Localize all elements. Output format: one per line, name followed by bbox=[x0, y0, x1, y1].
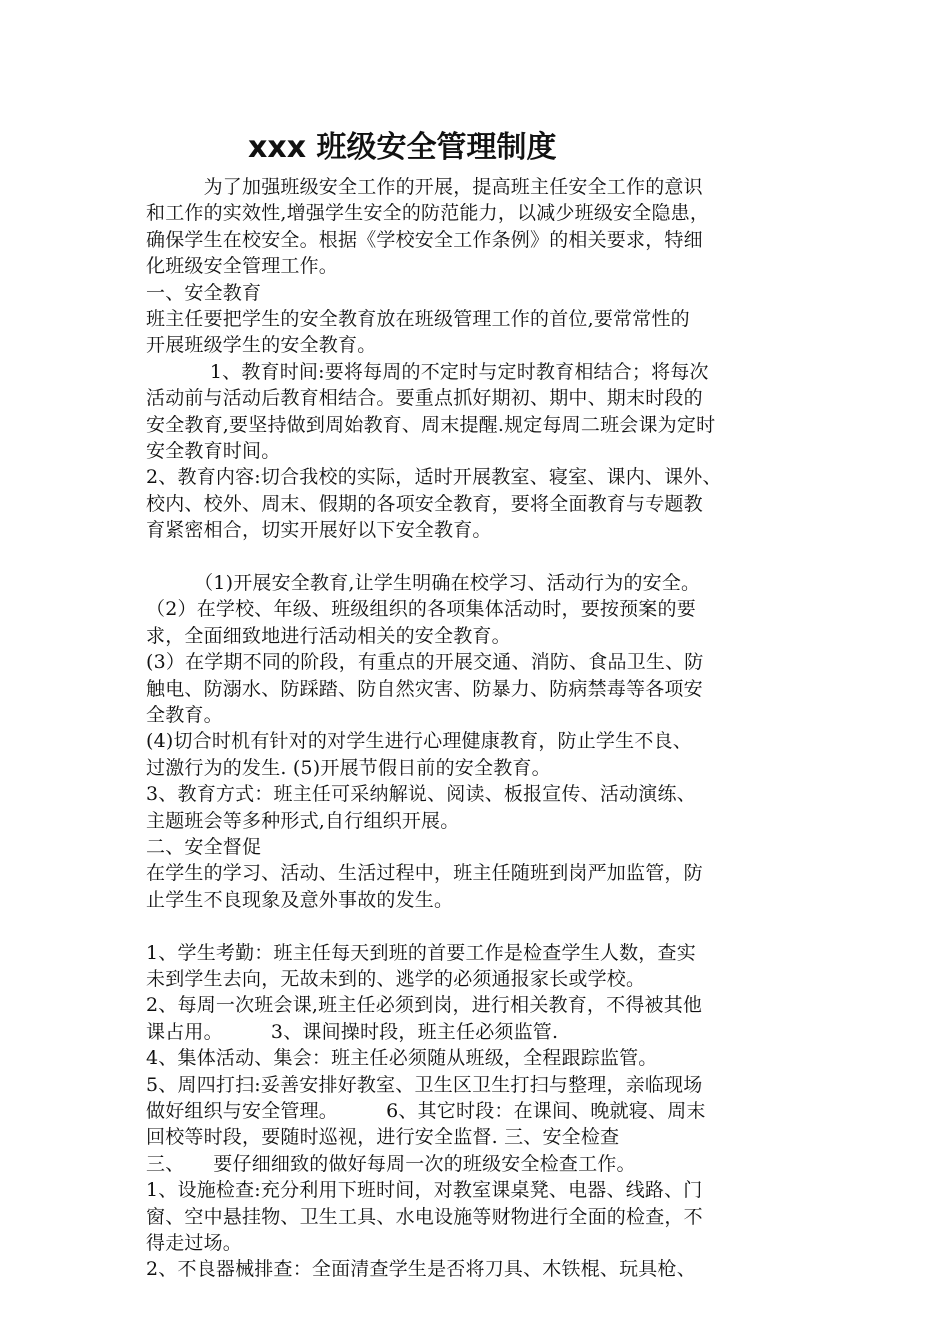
body-line: 为了加强班级安全工作的开展，提高班主任安全工作的意识 bbox=[146, 176, 703, 198]
body-line: 2、不良器械排查：全面清查学生是否将刀具、木铁棍、玩具枪、 bbox=[146, 1258, 696, 1281]
body-line: 确保学生在校安全。根据《学校安全工作条例》的相关要求，特细 bbox=[146, 228, 703, 251]
body-line: 主题班会等多种形式,自行组织开展。 bbox=[146, 809, 460, 832]
body-line: 窗、空中悬挂物、卫生工具、水电设施等财物进行全面的检查，不 bbox=[146, 1205, 703, 1228]
body-line: (3）在学期不同的阶段，有重点的开展交通、消防、食品卫生、防 bbox=[146, 651, 704, 674]
body-line: 活动前与活动后教育相结合。要重点抓好期初、期中、期末时段的 bbox=[146, 387, 703, 410]
body-line: 二、安全督促 bbox=[146, 836, 262, 858]
body-line: 1、学生考勤：班主任每天到班的首要工作是检查学生人数，查实 bbox=[146, 941, 696, 964]
body-line: （1)开展安全教育,让学生明确在校学习、活动行为的安全。 bbox=[146, 572, 701, 594]
body-line: 回校等时段，要随时巡视，进行安全监督. 三、安全检查 bbox=[146, 1126, 620, 1149]
body-line: 化班级安全管理工作。 bbox=[146, 255, 339, 278]
body-line: 三、 要仔细细致的做好每周一次的班级安全检查工作。 bbox=[146, 1152, 636, 1175]
body-line: 过激行为的发生. (5)开展节假日前的安全教育。 bbox=[146, 756, 551, 779]
body-line: （2）在学校、年级、班级组织的各项集体活动时，要按预案的要 bbox=[146, 598, 696, 621]
body-line: 班主任要把学生的安全教育放在班级管理工作的首位,要常常性的 bbox=[146, 308, 690, 330]
body-line: (4)切合时机有针对的对学生进行心理健康教育，防止学生不良、 bbox=[146, 730, 692, 753]
body-line: 触电、防溺水、防踩踏、防自然灾害、防暴力、防病禁毒等各项安 bbox=[146, 677, 703, 700]
body-line: 做好组织与安全管理。 6、其它时段：在课间、晚就寝、周末 bbox=[146, 1100, 706, 1122]
body-line: 一、安全教育 bbox=[146, 281, 262, 304]
body-line: 未到学生去向，无故未到的、逃学的必须通报家长或学校。 bbox=[146, 968, 646, 990]
body-line: 5、周四打扫:妥善安排好教室、卫生区卫生打扫与整理，亲临现场 bbox=[146, 1073, 703, 1096]
body-line: 得走过场。 bbox=[146, 1232, 243, 1254]
body-line: 全教育。 bbox=[146, 704, 223, 726]
body-line: 安全教育,要坚持做到周始教育、周末提醒.规定每周二班会课为定时 bbox=[146, 413, 716, 436]
body-line: 课占用。 3、课间操时段，班主任必须监管. bbox=[146, 1020, 559, 1043]
body-line: 2、教育内容:切合我校的实际，适时开展教室、寝室、课内、课外、 bbox=[146, 466, 722, 489]
body-line: 在学生的学习、活动、生活过程中，班主任随班到岗严加监管，防 bbox=[146, 862, 703, 885]
body-line: 开展班级学生的安全教育。 bbox=[146, 334, 377, 357]
body-line: 育紧密相合，切实开展好以下安全教育。 bbox=[146, 519, 492, 542]
body-line: 和工作的实效性,增强学生安全的防范能力，以减少班级安全隐患， bbox=[146, 202, 710, 225]
body-line: 止学生不良现象及意外事故的发生。 bbox=[146, 888, 454, 911]
body-line: 安全教育时间。 bbox=[146, 440, 281, 462]
body-line: 3、教育方式：班主任可采纳解说、阅读、板报宣传、活动演练、 bbox=[146, 783, 696, 806]
body-line: 校内、校外、周末、假期的各项安全教育，要将全面教育与专题教 bbox=[146, 492, 703, 515]
body-line: 求，全面细致地进行活动相关的安全教育。 bbox=[146, 624, 511, 647]
body-line: 1、设施检查:充分利用下班时间，对教室课桌凳、电器、线路、门 bbox=[146, 1179, 703, 1202]
body-line: 4、集体活动、集会：班主任必须随从班级，全程跟踪监管。 bbox=[146, 1047, 658, 1070]
body-line: 1、教育时间:要将每周的不定时与定时教育相结合；将每次 bbox=[146, 360, 709, 383]
document-title: xxx 班级安全管理制度 bbox=[248, 130, 557, 165]
body-line: 2、每周一次班会课,班主任必须到岗，进行相关教育，不得被其他 bbox=[146, 994, 703, 1017]
